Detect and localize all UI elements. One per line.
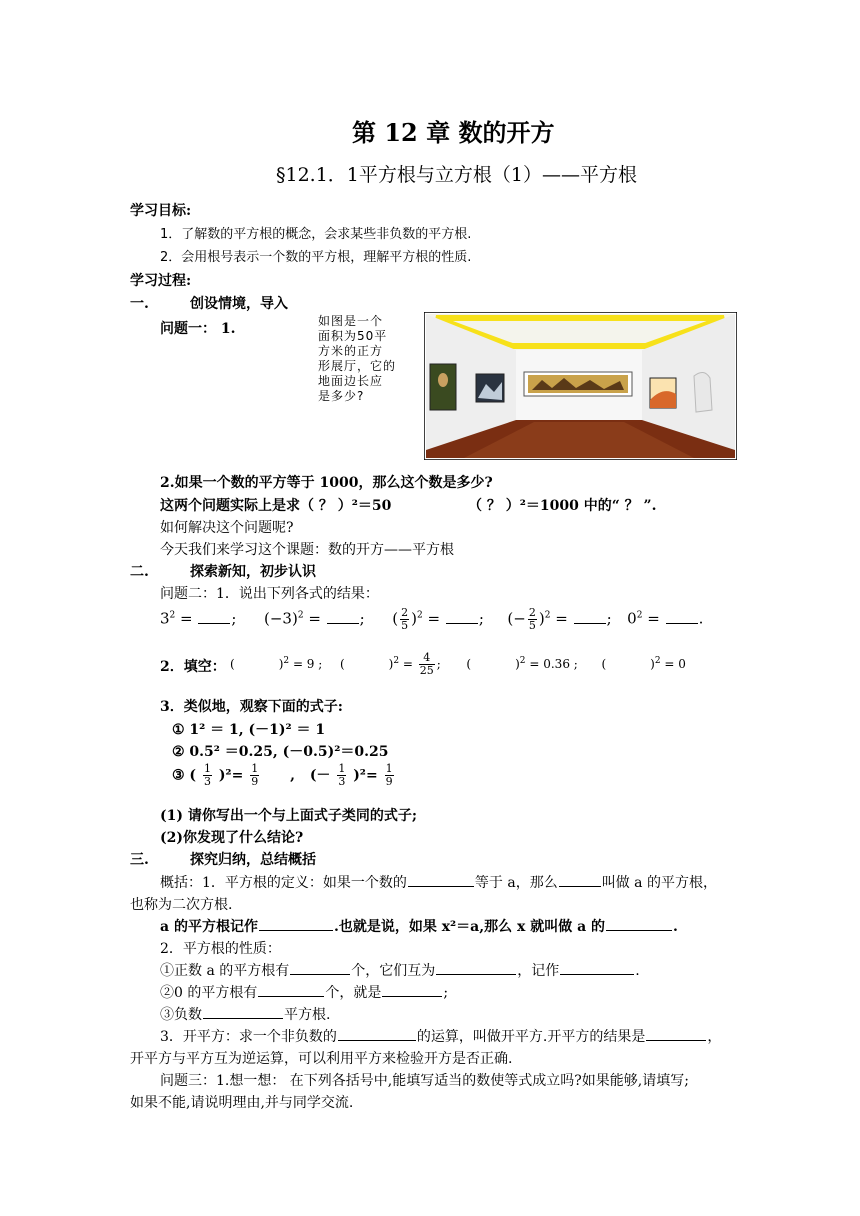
fill-in-label: 2．填空：	[160, 659, 226, 675]
question-3-label: 3．类似地，观察下面的式子:	[160, 699, 343, 715]
question-3-sub-2: (2)你发现了什么结论?	[160, 830, 304, 846]
question-3-intro-cont: 如果不能,请说明理由,并与同学交流.	[130, 1095, 354, 1111]
question-1-expr-a: 这两个问题实际上是求（ ？ ）²＝50	[160, 498, 392, 514]
question-3-line-2: ② 0.5² ＝0.25, (－0.5)²＝0.25	[172, 744, 389, 760]
fill-in-expressions: ( )$^2$ = 9 ; ( )$^2$ = $\frac{4}{25}$ ; ( )$^2$ = 0.36 ; ( )$^2$ = 0	[230, 651, 686, 677]
question-1-caption: 如图是一个 面积为50平 方米的正方 形展厅，它的 地面边长应 是多少?	[318, 314, 397, 403]
summary-line-8: 3．开平方：求一个非负数的 的运算，叫做开平方.开平方的结果是 ，	[160, 1026, 721, 1046]
question-3-intro: 问题三：1.想一想： 在下列各括号中,能填写适当的数使等式成立吗?如果能够,请填写;	[160, 1073, 689, 1089]
question-3-line-3: ③ ( $\frac{1}{3}$ )²= $\frac{1}{9}$ , (－ $\frac{1}{3}$ )²= $\frac{1}{9}$	[172, 762, 393, 788]
question-1-line-5: 今天我们来学习这个课题：数的开方——平方根	[160, 542, 454, 558]
summary-line-7: ③负数 平方根.	[160, 1004, 330, 1024]
summary-line-9: 开平方与平方互为逆运算，可以利用平方来检验开方是否正确.	[130, 1051, 513, 1067]
section-subtitle: §12.1．1平方根与立方根（1）——平方根	[276, 164, 637, 186]
summary-line-6: ②0 的平方根有 个，就是 ;	[160, 982, 448, 1002]
summary-line-4: 2．平方根的性质：	[160, 941, 281, 957]
goal-item: 1．了解数的平方根的概念，会求某些非负数的平方根.	[160, 227, 472, 242]
question-3-sub-1: (1) 请你写出一个与上面式子类同的式子;	[160, 808, 418, 824]
question-3-line-1: ① 1² ＝ 1, (－1)² ＝ 1	[172, 722, 326, 738]
summary-line-3: a 的平方根记作 .也就是说，如果 x²＝a,那么 x 就叫做 a 的 .	[160, 916, 678, 936]
question-1-label: 问题一： 1.	[160, 321, 236, 337]
question-2-label: 问题二：1．说出下列各式的结果：	[160, 586, 379, 602]
question-1-expr-b: （ ？ ）²＝1000 中的“ ？ ”.	[468, 498, 657, 514]
summary-line-1: 概括：1．平方根的定义：如果一个数的 等于 a，那么 叫做 a 的平方根，	[160, 872, 717, 892]
question-2-expressions: $3^2$ = ; $(-3)^2$ = ; ( $\frac{2}{5}$ )$^2$ = ; (− $\frac{2}{5}$ )$^2$ = ; $0^2$ = .	[160, 606, 704, 632]
summary-line-5: ①正数 a 的平方根有 个，它们互为 ，记作 .	[160, 960, 640, 980]
section-2-number: 二.	[130, 564, 149, 580]
section-2-title: 探索新知，初步认识	[190, 564, 316, 580]
section-1-number: 一.	[130, 296, 149, 312]
goal-item: 2．会用根号表示一个数的平方根，理解平方根的性质.	[160, 250, 472, 265]
section-3-number: 三.	[130, 852, 149, 868]
section-3-title: 探究归纳，总结概括	[190, 852, 316, 868]
summary-line-2: 也称为二次方根.	[130, 897, 233, 913]
question-1-item-2: 2.如果一个数的平方等于 1000，那么这个数是多少?	[160, 475, 493, 491]
question-1-line-4: 如何解决这个问题呢?	[160, 520, 294, 536]
goals-heading: 学习目标:	[130, 203, 192, 219]
page-title: 第 12 章 数的开方	[352, 118, 555, 147]
exhibition-hall-image	[424, 312, 737, 460]
process-heading: 学习过程:	[130, 273, 192, 289]
section-1-title: 创设情境，导入	[190, 296, 288, 312]
